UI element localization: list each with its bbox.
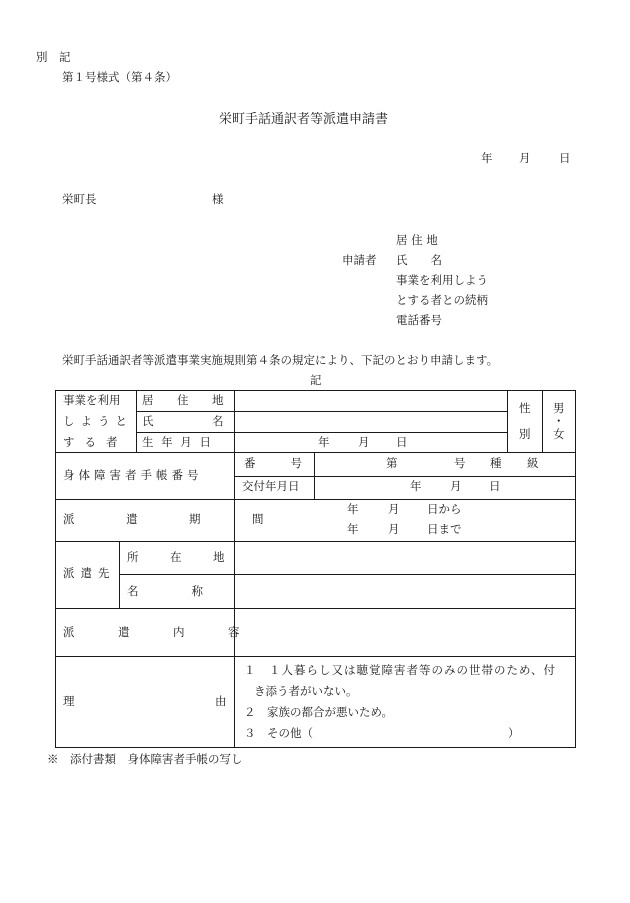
sex-label-1: 性 [519, 401, 531, 415]
reason-option-3-close: ） [508, 726, 520, 740]
period-from-day: 日から [427, 502, 462, 516]
dest-name-label: 名 称 [127, 584, 213, 598]
annex-label: 別 記 [36, 50, 71, 64]
issue-year: 年 [410, 479, 422, 493]
grid-line [234, 390, 235, 748]
reason-option-3: ３ その他（ [244, 726, 313, 740]
user-label-2: しようと [63, 414, 133, 428]
grid-line [119, 574, 576, 575]
name-label: 氏 名 [142, 414, 230, 428]
attachment-note: ※ 添付書類 身体障害者手帳の写し [47, 752, 243, 766]
grid-line [55, 452, 576, 453]
applicant-address-label: 居 住 地 [396, 233, 438, 247]
sex-dot: ・ [553, 414, 565, 428]
birth-day: 日 [396, 435, 408, 449]
table-border-right [575, 390, 576, 748]
reason-label-1: 理 [63, 694, 75, 708]
applicant-phone-label: 電話番号 [396, 313, 442, 327]
period-to-year: 年 [347, 522, 359, 536]
reason-label-2: 由 [215, 694, 227, 708]
grid-line [55, 499, 576, 500]
grade-1: 種 [490, 456, 502, 470]
table-border-left [55, 390, 56, 748]
birth-label: 生 年 月 日 [142, 435, 213, 449]
grid-line [234, 476, 576, 477]
dest-label: 派遣先 [63, 566, 116, 580]
user-label-3: する者 [63, 435, 128, 449]
issue-month: 月 [450, 479, 462, 493]
sex-female: 女 [553, 427, 565, 441]
grid-line [136, 432, 508, 433]
date-year: 年 [481, 151, 493, 165]
page-title: 栄町手話通訳者等派遣申請書 [219, 112, 389, 127]
address-label: 居 住 地 [142, 393, 230, 407]
grid-line [55, 608, 576, 609]
period-from-month: 月 [388, 502, 400, 516]
grid-line [136, 390, 137, 453]
location-label: 所 在 地 [127, 550, 235, 564]
issue-label: 交付年月日 [242, 479, 300, 493]
applicant-relation-label-1: 事業を利用しよう [396, 273, 488, 287]
period-label: 派 遣 期 間 [63, 512, 284, 526]
grid-line [136, 411, 508, 412]
sex-male: 男 [553, 401, 565, 415]
birth-month: 月 [358, 435, 370, 449]
handbook-label: 身体障害者手帳番号 [63, 468, 203, 482]
date-day: 日 [559, 151, 571, 165]
table-border-top [55, 390, 576, 391]
content-label: 派 遣 内 容 [63, 625, 256, 639]
applicant-group-label: 申請者 [342, 253, 377, 267]
period-to-month: 月 [388, 522, 400, 536]
period-from-year: 年 [347, 502, 359, 516]
number-suffix: 号 [454, 456, 466, 470]
reason-option-1b: き添う者がいない。 [254, 684, 358, 698]
ki-label: 記 [310, 373, 322, 387]
statement: 栄町手話通訳者等派遣事業実施規則第４条の規定により、下記のとおり申請します。 [62, 353, 499, 367]
applicant-name-label: 氏 名 [396, 253, 442, 267]
issue-day: 日 [489, 479, 501, 493]
addressee: 栄町長 [62, 192, 97, 206]
applicant-relation-label-2: とする者との続柄 [396, 293, 488, 307]
table-border-bottom [55, 747, 576, 748]
addressee-honorific: 様 [212, 192, 224, 206]
grid-line [55, 541, 576, 542]
form-number: 第１号様式（第４条） [62, 70, 177, 84]
grid-line [542, 390, 543, 453]
number-prefix: 第 [386, 456, 398, 470]
reason-option-1a: １ １人暮らし又は聴覚障害者等のみの世帯のため、付 [244, 663, 557, 677]
grid-line [55, 656, 576, 657]
number-label: 番 号 [244, 456, 306, 470]
sex-label-2: 別 [519, 427, 531, 441]
birth-year: 年 [318, 435, 330, 449]
user-label-1: 事業を利用 [63, 393, 121, 407]
grade-2: 級 [527, 456, 539, 470]
period-to-day: 日まで [427, 522, 462, 536]
reason-option-2: ２ 家族の都合が悪いため。 [244, 705, 394, 719]
date-month: 月 [519, 151, 531, 165]
grid-line [507, 390, 508, 453]
